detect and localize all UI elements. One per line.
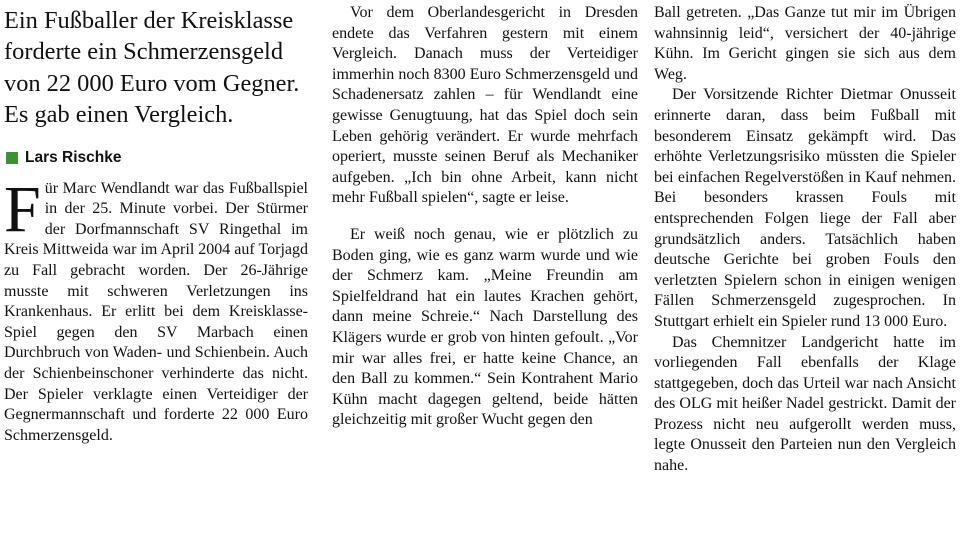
- author-name: Lars Rischke: [25, 148, 122, 166]
- paragraph: Ball getreten. „Das Ganze tut mir im Übrigen wahnsinnig leid“, versichert der 40-jährige Kühn. Im Gericht gingen sie sich aus dem Weg.: [654, 4, 956, 83]
- paragraph: Er weiß noch genau, wie er plötzlich zu Boden ging, wie es ganz warm wurde und wie der Schmerz kam. „Meine Freundin am Spielfeldrand hat ein lautes Krachen gehört, dann meine Schreie.“ Nach Darstellung des Klägers wurde er grob von hinten gefoult. „Vor mir war alles frei, er hatte keine Chance, an den Ball zu kommen.“ Sein Kontrahent Mario Kühn macht dagegen geltend, beide hätten gleichzeitig mit großer Wucht gegen den: [332, 225, 638, 429]
- byline-square-icon: [6, 152, 18, 164]
- column-1: [4, 0, 308, 446]
- drop-cap: F: [4, 172, 41, 246]
- paragraph: [4, 172, 308, 447]
- byline: [4, 147, 308, 169]
- paragraph: Der Vorsitzende Richter Dietmar Onusseit erinnerte daran, dass beim Fußball mit besonderem Einsatz gekämpft wird. Das erhöhte Verletzungsrisiko müssten die Spieler bei einfachen Regelverstößen in Kauf nehmen. Bei besonders krassen Fouls mit entsprechenden Folgen liege der Fall aber grundsätzlich anders. Tatsächlich haben deutsche Gerichte bei groben Fouls den verletzten Spielern schon in einigen wenigen Fällen Schmerzensgeld zugesprochen. In Stuttgart erhielt ein Spieler rund 13 000 Euro.: [654, 86, 956, 330]
- paragraph-text: ür Marc Wendlandt war das Fußballspiel in der 25. Minute vorbei. Der Stürmer der Dorfmannschaft SV Ringethal im Kreis Mittweida war im April 2004 auf Torjagd zu Fall gebracht worden. Der 26-Jährige musste mit schweren Verletzungen ins Krankenhaus. Er erlitt bei dem Kreisklasse-Spiel gegen den SV Marbach einen Durchbruch von Waden- und Schienbein. Auch der Schienbeinschoner verhinderte das nicht. Der Spieler verklagte einen Verteidiger der Gegnermannschaft und forderte 22 000 Euro Schmerzensgeld.: [4, 179, 308, 444]
- paragraph: Vor dem Oberlandesgericht in Dresden endete das Verfahren gestern mit einem Vergleich. Danach muss der Verteidiger immerhin noch 8300 Euro Schmerzensgeld und Schadenersatz zahlen – für Wendlandt eine gewisse Genugtuung, hat das Spiel doch sein Leben gehörig verändert. Er wurde mehrfach operiert, musste seinen Beruf als Mechaniker aufgeben. „Ich bin ohne Arbeit, kann nicht mehr Fußball spielen“, sagte er leise.: [332, 4, 638, 207]
- headline: Ein Fußballer der Kreisklasse forderte ein Schmerzensgeld von 22 000 Euro vom Gegner. Es gab einen Vergleich.: [4, 7, 300, 129]
- column-2: [332, 0, 638, 431]
- paragraph: Das Chemnitzer Landgericht hatte im vorliegenden Fall ebenfalls der Klage stattgegeben, doch das Urteil war nach Ansicht des OLG mit heißer Nadel gestrickt. Damit der Prozess nicht neu aufgerollt werden muss, legte Onusseit den Parteien nun den Vergleich nahe.: [654, 333, 956, 475]
- column-3: [654, 0, 956, 477]
